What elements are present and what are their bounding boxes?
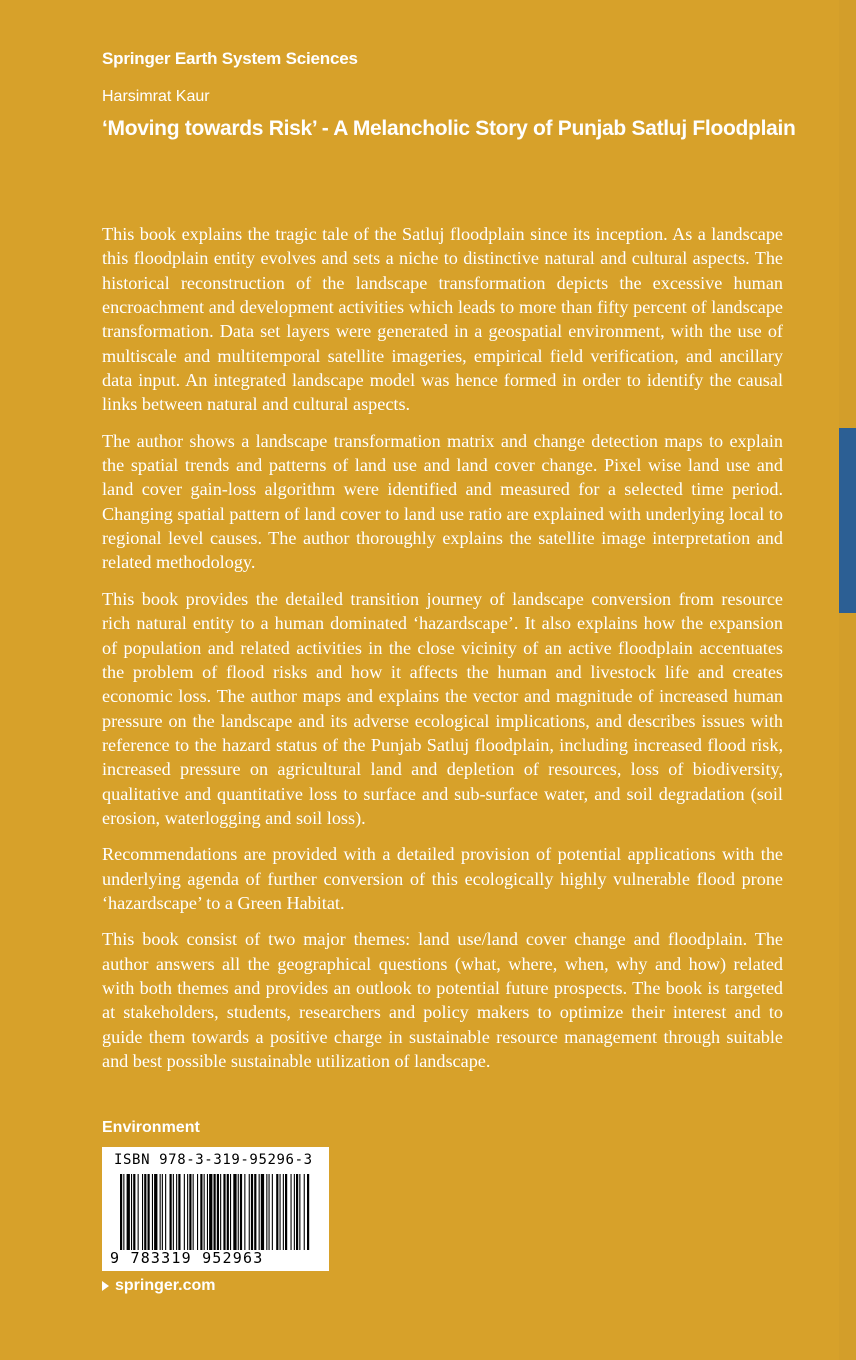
description-paragraph: This book consist of two major themes: land use/land cover change and floodplain. The author answers all the geographical questions (what, where, when, why and how) related with both themes and provides an outlook to potential future prospects. The book is targeted at stakeholders, students, researchers and policy makers to optimize their interest and to guide them towards a positive charge in sustainable resource management through suitable and best possible sustainable utilization of landscape. [102,929,783,1071]
isbn-barcode [102,1147,329,1271]
subject-category: Environment [102,1119,200,1136]
description-paragraph: This book provides the detailed transition journey of landscape conversion from resource rich natural entity to a human dominated ‘hazardscape’. It also explains how the expansion of population and related activities in the close vicinity of an active floodplain accentuates the problem of flood risks and how it affects the human and livestock life and creates economic loss. The author maps and explains the vector and magnitude of increased human pressure on the landscape and its adverse ecological implications, and describes issues with reference to the hazard status of the Punjab Satluj floodplain, including increased flood risk, increased pressure on agricultural land and depletion of resources, loss of biodiversity, qualitative and quantitative loss to surface and sub-surface water, and soil degradation (soil erosion, waterlogging and soil loss). [102,588,783,828]
website-label: springer.com [115,1277,216,1294]
barcode-digits: 9 783319 952963 [110,1249,264,1267]
description-paragraph: This book explains the tragic tale of the Satluj floodplain since its inception. As a landscape this floodplain entity evolves and sets a niche to distinctive natural and cultural aspects. The historical reconstruction of the landscape transformation depicts the excessive human encroachment and development activities which leads to more than fifty percent of landscape transformation. Data set layers were generated in a geospatial environment, with the use of multiscale and multitemporal satellite imageries, empirical field verification, and ancillary data input. An integrated landscape model was hence formed in order to identify the causal links between natural and cultural aspects. [102,224,783,415]
isbn-number: ISBN 978-3-319-95296-3 [114,1152,313,1168]
series-name: Springer Earth System Sciences [102,49,358,68]
description-paragraph: The author shows a landscape transformation matrix and change detection maps to explain the spatial trends and patterns of land use and land cover change. Pixel wise land use and land cover gain-loss algorithm were identified and measured for a selected time period. Changing spatial pattern of land cover to land use ratio are explained with underlying local to regional level causes. The author thoroughly explains the satellite image interpretation and related methodology. [102,430,783,573]
spine-edge [839,0,856,1360]
spine-accent [839,428,856,613]
barcode-bars [120,1174,312,1250]
book-description [102,222,783,1085]
description-paragraph: Recommendations are provided with a detailed provision of potential applications with the underlying agenda of further conversion of this ecologically highly vulnerable flood prone ‘hazardscape’ to a Green Habitat. [102,844,783,913]
book-title: ‘Moving towards Risk’ - A Melancholic Story of Punjab Satluj Floodplain [102,117,796,140]
website-link[interactable] [102,1277,215,1295]
arrow-right-icon [102,1281,109,1291]
author-name: Harsimrat Kaur [102,88,210,105]
